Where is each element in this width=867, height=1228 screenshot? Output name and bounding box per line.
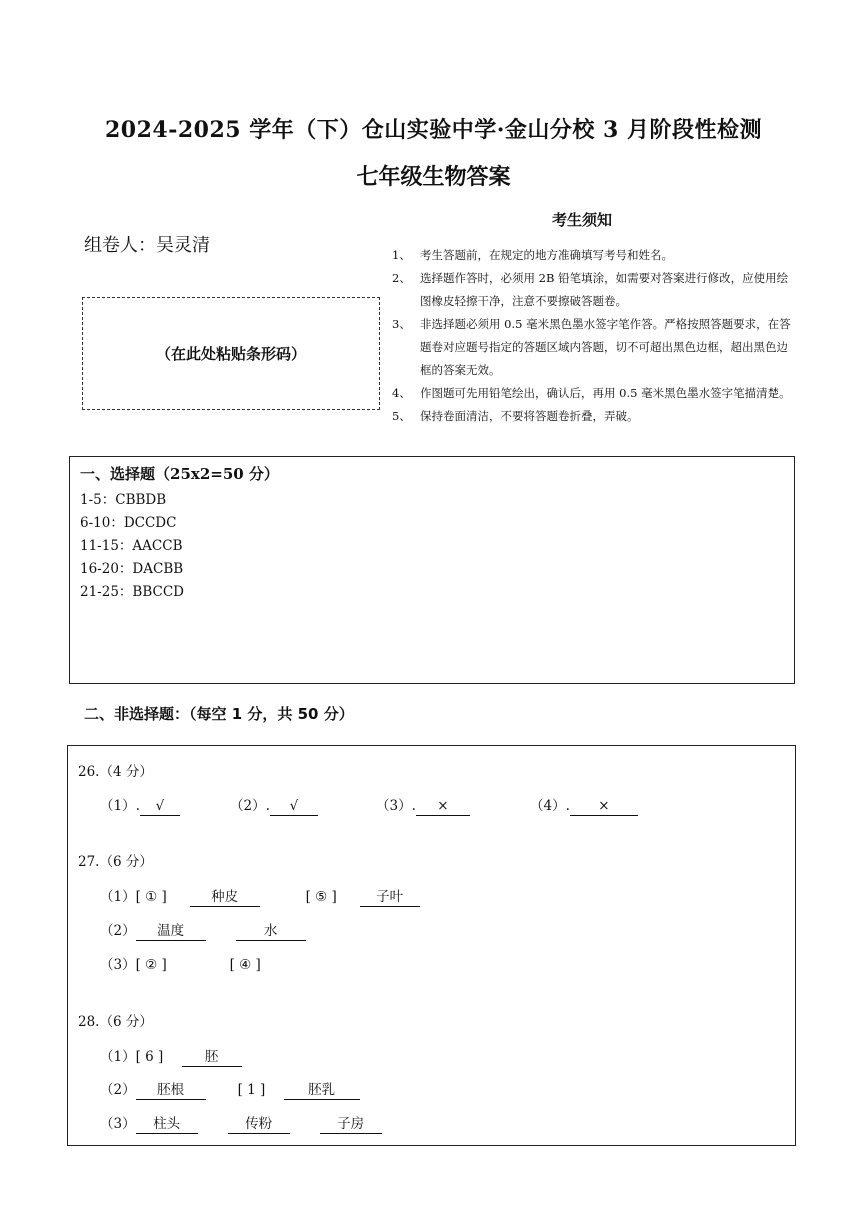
q26-answer4: × [570, 797, 638, 816]
page-subtitle: 七年级生物答案 [356, 164, 511, 190]
q27-line2 [100, 919, 306, 941]
notice-list [392, 244, 792, 428]
q28-line2-label: （2） [100, 1082, 136, 1098]
q26-answer3: × [416, 797, 470, 816]
q27-answer2: 子叶 [360, 888, 420, 907]
q28-line1-label: （1） [100, 1049, 136, 1065]
section2-title: 二、非选择题：（每空 1 分，共 50 分） [84, 705, 354, 723]
q27-answer1: 种皮 [190, 888, 260, 907]
q27-line3 [100, 953, 284, 973]
q27-line3-label: （3） [100, 957, 136, 973]
q28-answer6: 子房 [320, 1115, 382, 1134]
notice-item [392, 267, 792, 313]
answer-row: 1-5：CBBDB [80, 492, 167, 508]
q27-answer3: 温度 [136, 922, 206, 941]
q26-answer1: √ [140, 797, 180, 816]
author-line: 组卷人：吴灵清 [84, 235, 210, 256]
notice-item-number: 4、 [392, 386, 411, 400]
notice-item [392, 382, 792, 405]
barcode-area [82, 297, 380, 410]
notice-item-text: 作图题可先用铅笔绘出，确认后，再用 0.5 毫米黑色墨水签字笔描清楚。 [420, 386, 791, 400]
answer-row: 16-20：DACBB [80, 561, 184, 577]
q28-line3 [100, 1112, 382, 1134]
q27-bracket1: [ ① ] [135, 889, 167, 905]
page-title: 2024-2025 学年（下）仓山实验中学·金山分校 3 月阶段性检测 [104, 117, 763, 143]
q26-part2-label: （2）. [230, 798, 270, 814]
notice-item [392, 244, 792, 267]
q26-part1 [100, 794, 180, 816]
q28-answer4: 柱头 [136, 1115, 198, 1134]
q27-line1-label: （1） [100, 889, 136, 905]
q26-part3-label: （3）. [376, 798, 416, 814]
q27-bracket4: [ ④ ] [229, 957, 261, 973]
q28-line3-label: （3） [100, 1116, 136, 1132]
q27-line2-label: （2） [100, 923, 136, 939]
answer-row: 11-15：AACCB [80, 538, 183, 554]
q28-answer1: 胚 [182, 1048, 242, 1067]
q28-bracket1: [ 6 ] [135, 1049, 164, 1065]
notice-item-text: 保持卷面清洁，不要将答题卷折叠，弄破。 [420, 409, 639, 423]
q28-answer5: 传粉 [228, 1115, 290, 1134]
q27-answer4: 水 [236, 922, 306, 941]
notice-item-number: 2、 [392, 271, 411, 285]
q26-part4-label: （4）. [530, 798, 570, 814]
notice-item [392, 313, 792, 382]
question-28-head: 28.（6 分） [78, 1014, 153, 1030]
q26-part3 [376, 794, 470, 816]
q28-answer3: 胚乳 [284, 1081, 360, 1100]
notice-item-text: 考生答题前，在规定的地方准确填写考号和姓名。 [420, 248, 673, 262]
notice-item-text: 非选择题必须用 0.5 毫米黑色墨水签字笔作答。严格按照答题要求，在答题卷对应题号指定的答题区域内答题，切不可超出黑色边框，超出黑色边框的答案无效。 [420, 317, 791, 377]
answer-row: 6-10：DCCDC [80, 515, 177, 531]
question-26-head: 26.（4 分） [78, 764, 153, 780]
q28-answer2: 胚根 [136, 1081, 206, 1100]
q27-bracket3: [ ② ] [135, 957, 167, 973]
q28-bracket2: [ 1 ] [237, 1082, 266, 1098]
notice-item-number: 5、 [392, 409, 411, 423]
q28-line2 [100, 1078, 360, 1100]
notice-item-number: 1、 [392, 248, 411, 262]
section1-title: 一、选择题（25x2=50 分） [80, 465, 279, 483]
notice-title: 考生须知 [552, 211, 613, 229]
barcode-label: （在此处粘贴条形码） [155, 345, 306, 363]
question-27-head: 27.（6 分） [78, 854, 153, 870]
notice-item-number: 3、 [392, 317, 411, 331]
q26-part4 [530, 794, 638, 816]
q26-part1-label: （1）. [100, 798, 140, 814]
notice-item-text: 选择题作答时，必须用 2B 铅笔填涂，如需要对答案进行修改，应使用绘图橡皮轻擦干净，注意不要擦破答题卷。 [420, 271, 789, 308]
q27-bracket2: [ ⑤ ] [305, 889, 337, 905]
q26-answer2: √ [270, 797, 318, 816]
notice-item [392, 405, 792, 428]
q28-line1 [100, 1045, 242, 1067]
q27-line1 [100, 885, 420, 907]
q26-part2 [230, 794, 318, 816]
answer-row: 21-25：BBCCD [80, 584, 184, 600]
